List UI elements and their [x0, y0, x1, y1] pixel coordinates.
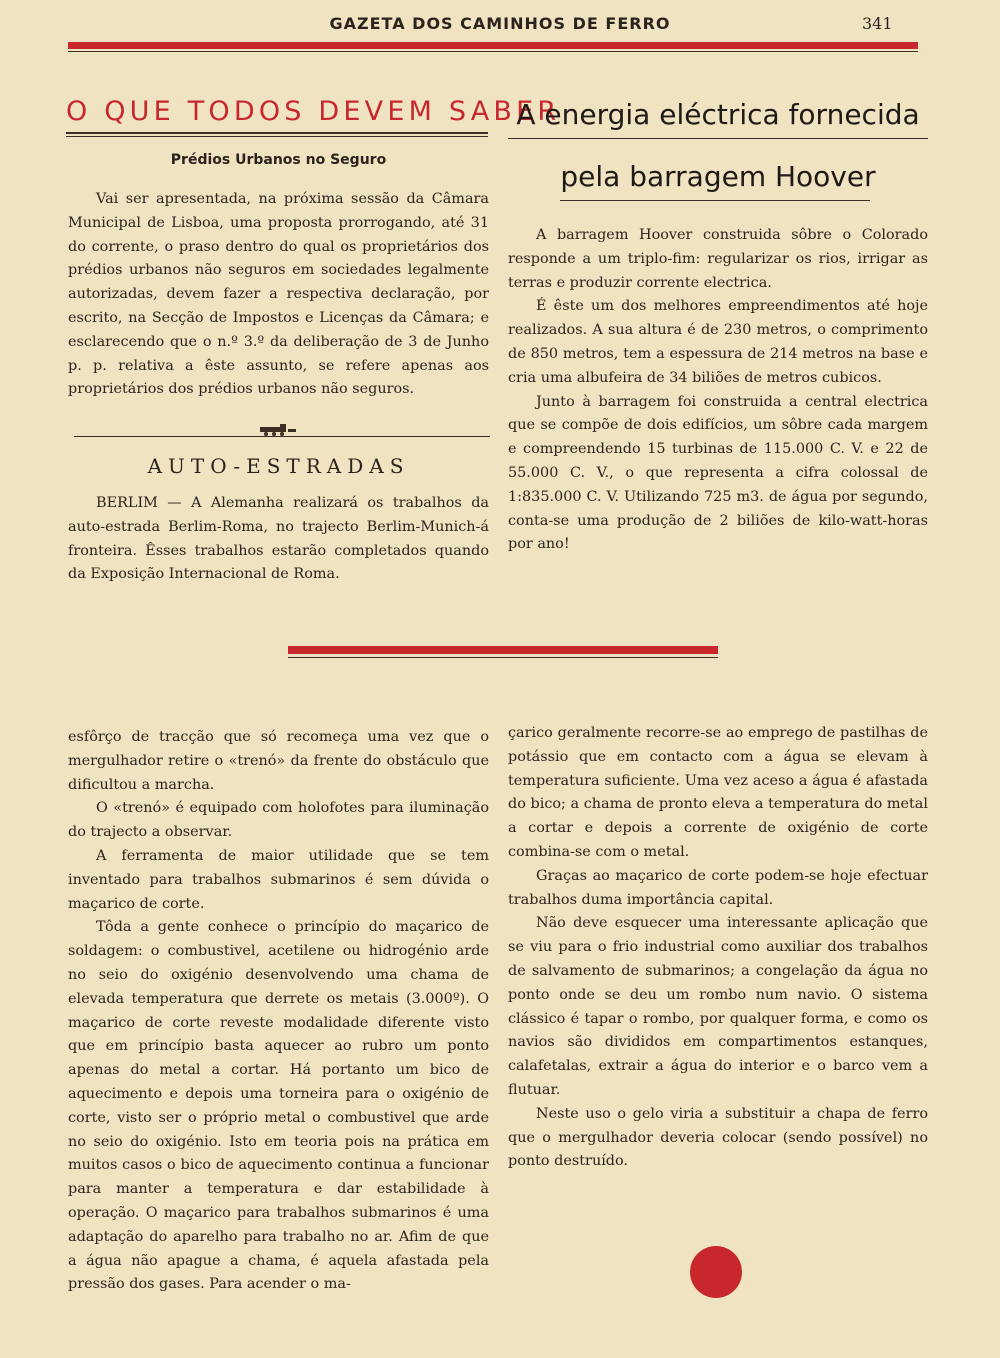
header-rule [68, 42, 918, 49]
continuation-left-column [68, 726, 489, 1297]
middle-divider-thin [288, 657, 718, 658]
paragraph: Tôda a gente conhece o princípio do maçarico de soldagem: o combustivel, acetilene ou hidrogénio arde no seio do oxigénio desenvolvendo uma chama de elevada temperatura que derrete os metais (3.000º). O maçarico de corte reveste modalidade diferente visto que em princípio basta aquecer ao rubro um ponto apenas do metal a cortar. Há portanto um bico de aquecimento e depois uma torneira para o oxigénio de corte, visto ser o próprio metal o combustivel que arde no seio do oxigénio. Isto em teoria pois na prática em muitos casos o bico de aquecimento continua a funcionar para manter a temperatura e dar estabilidade à operação. O maçarico para trabalhos submarinos é uma adaptação do aparelho para trabalho no ar. Afim de que a água não apague a chama, é aquela afastada pela pressão dos gases. Para acender o ma- [68, 919, 489, 1293]
title-rule-lower [560, 200, 870, 201]
article-subheading: Prédios Urbanos no Seguro [170, 152, 387, 168]
paragraph: É êste um dos melhores empreendimentos até hoje realizados. A sua altura é de 230 metros, o comprimento de 850 metros, tem a espessura de 214 metros na base e cria uma albufeira de 34 biliões de metros cubicos. [508, 298, 928, 386]
red-stamp-icon [690, 1246, 742, 1298]
article-title-line-2: pela barragem Hoover [560, 160, 876, 193]
middle-divider [288, 646, 718, 654]
hoover-article-body [508, 224, 928, 557]
heading-rule [66, 132, 488, 134]
auto-estradas-heading: AUTO-ESTRADAS [147, 454, 410, 478]
locomotive-ornament-icon [258, 424, 298, 436]
paragraph: A barragem Hoover construida sôbre o Colorado responde a um triplo-fim: regularizar os rios, irrigar as terras e produzir corrente electrica. [508, 227, 928, 291]
section-divider [74, 436, 490, 437]
title-rule [508, 138, 928, 139]
paragraph: Neste uso o gelo viria a substituir a chapa de ferro que o mergulhador deveria colocar (sendo possível) no ponto destruído. [508, 1105, 928, 1170]
running-header-title: GAZETA DOS CAMINHOS DE FERRO [329, 14, 671, 33]
paragraph: BERLIM — A Alemanha realizará os trabalhos da auto-estrada Berlim-Roma, no trajecto Berlim-Munich-á fronteira. Êsses trabalhos estarão completados quando da Exposição Internacional de Roma. [68, 495, 489, 583]
continuation-right-column [508, 722, 928, 1174]
paragraph: Vai ser apresentada, na próxima sessão da Câmara Municipal de Lisboa, uma proposta prorrogando, até 31 do corrente, o praso dentro do qual os proprietários dos prédios urbanos não seguros em sociedades legalmente autorizadas, devem fazer a respectiva declaração, por escrito, na Secção de Impostos e Licenças da Câmara; e esclarecendo que o n.º 3.º da deliberação de 3 de Junho p. p. relativa a êste assunto, se refere apenas aos proprietários dos prédios urbanos não seguros. [68, 191, 489, 398]
paragraph: Junto à barragem foi construida a central electrica que se compõe de dois edifícios, um sôbre cada margem e compreendendo 15 turbinas de 115.000 C. V. e 22 de 55.000 C. V., o que representa a cifra colossal de 1:835.000 C. V. Utilizando 725 m3. de água por segundo, conta-se uma produção de 2 biliões de kilo-watt-horas por ano! [508, 393, 928, 553]
paragraph: Não deve esquecer uma interessante aplicação que se viu para o frio industrial como auxiliar dos trabalhos de salvamento de submarinos; a congelação da água no ponto onde se deu um rombo num navio. O sistema clássico é tapar o rombo, por qualquer forma, e como os navios são divididos em compartimentos estanques, calafetalas, extrair a água do interior e o barco vem a flutuar. [508, 915, 928, 1098]
paragraph: O «trenó» é equipado com holofotes para iluminação do trajecto a observar. [68, 800, 489, 841]
heading-rule-thin [66, 136, 488, 137]
paragraph: çarico geralmente recorre-se ao emprego de pastilhas de potássio que em contacto com a água se elevam à temperatura suficiente. Uma vez aceso a água é afastada do bico; a chama de pronto eleva a temperatura do metal a cortar e depois a corrente de oxigénio de corte combina-se com o metal. [508, 725, 928, 860]
paragraph: Graças ao maçarico de corte podem-se hoje efectuar trabalhos duma importância capital. [508, 867, 928, 908]
page-number: 341 [862, 14, 893, 33]
section-heading: O QUE TODOS DEVEM SABER [66, 96, 561, 127]
auto-estradas-body [68, 492, 489, 587]
paragraph: A ferramenta de maior utilidade que se tem inventado para trabalhos submarinos é sem dúvida o maçarico de corte. [68, 847, 489, 912]
header-rule-thin [68, 51, 918, 52]
article-body [68, 188, 489, 402]
paragraph: esfôrço de tracção que só recomeça uma vez que o mergulhador retire o «trenó» da frente do obstáculo que dificultou a marcha. [68, 729, 489, 793]
article-title-line-1: A energia eléctrica fornecida [516, 98, 920, 131]
